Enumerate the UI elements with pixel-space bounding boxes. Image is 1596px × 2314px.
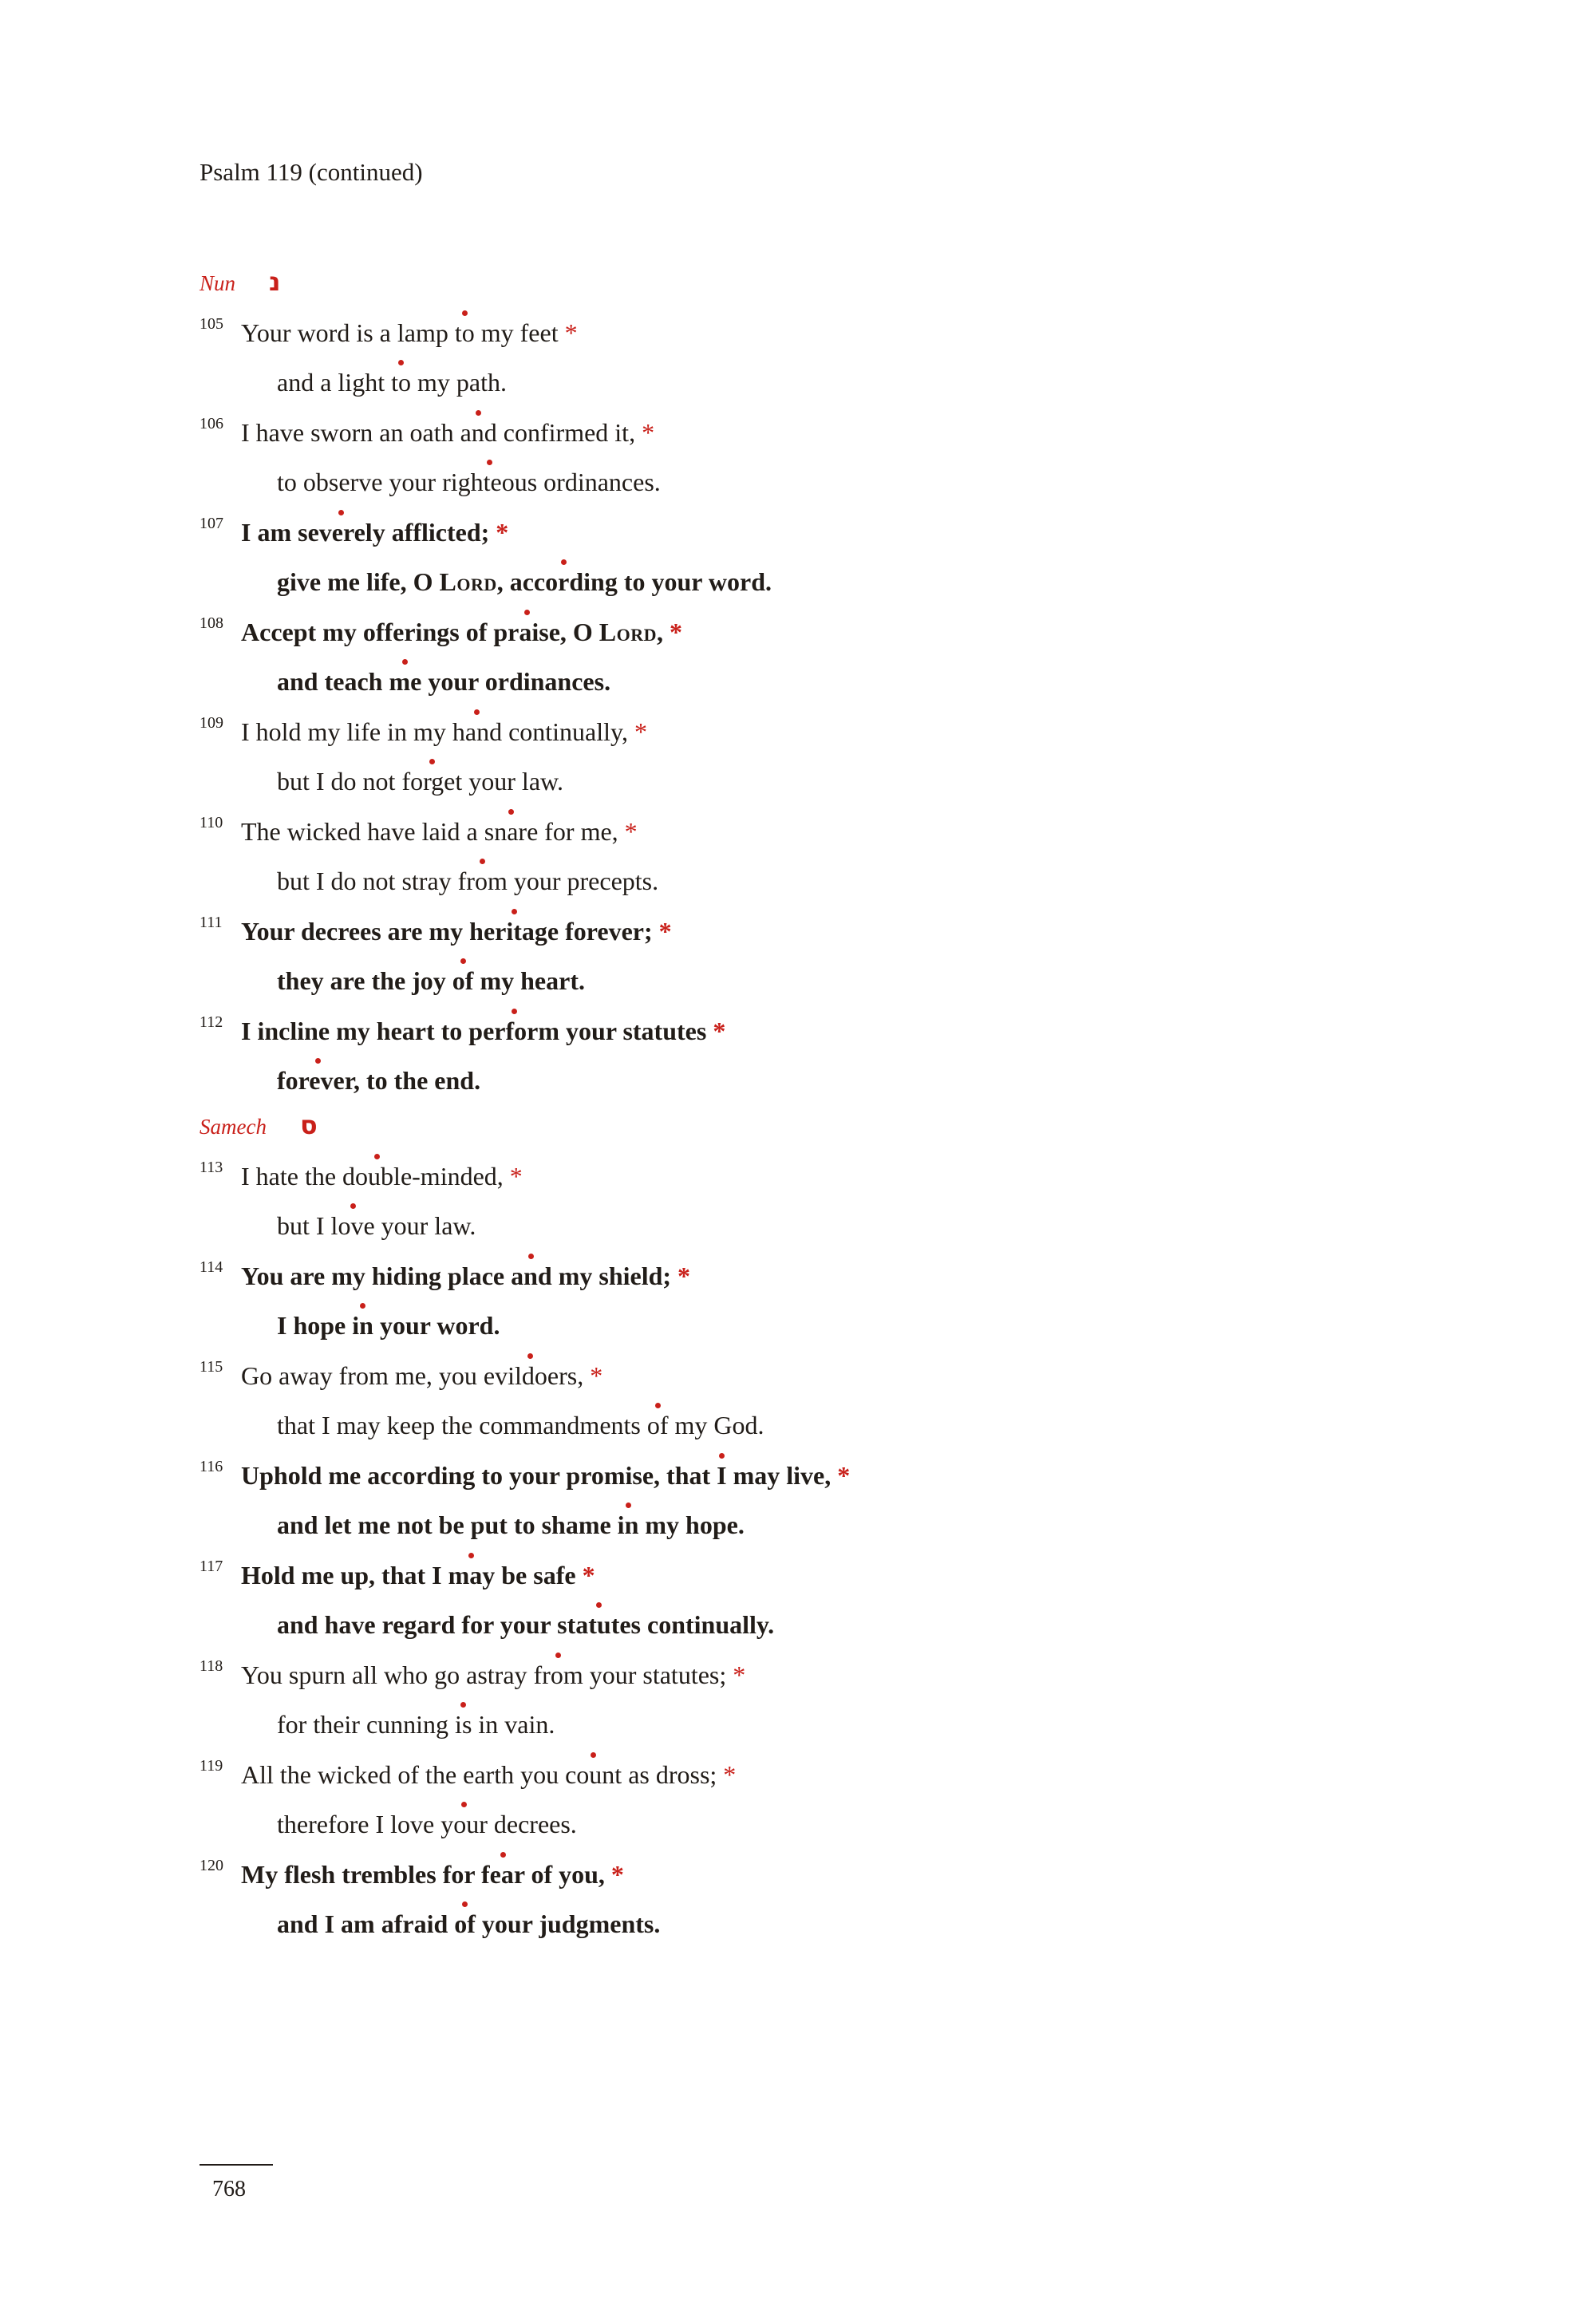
pointing-dot-syllable: fear — [480, 1860, 525, 1889]
verse-number: 115 — [200, 1358, 223, 1376]
asterisk-mark: * — [831, 1461, 851, 1490]
verse-line: but I do not forget your law. — [277, 767, 564, 796]
verse-number: 117 — [200, 1558, 223, 1575]
divine-name-smallcaps: Lord — [439, 567, 497, 596]
pointing-dot-syllable: from — [533, 1660, 583, 1689]
verse-number: 108 — [200, 614, 223, 632]
section-label: Samech — [200, 1115, 267, 1139]
pointing-dot-syllable: love — [330, 1211, 375, 1240]
verse-list — [200, 1151, 1444, 1949]
asterisk-mark: * — [627, 717, 647, 746]
footer-rule — [200, 2164, 273, 2166]
pointing-dot-syllable: in — [617, 1510, 639, 1539]
verse-line: Hold me up, that I may be safe * — [241, 1561, 595, 1589]
verse-line: I incline my heart to perform your statutes * — [241, 1017, 726, 1045]
pointing-dot-syllable: snare — [484, 817, 539, 846]
verse-line: but I love your law. — [277, 1211, 476, 1240]
verse-line: forever, to the end. — [277, 1066, 481, 1095]
psalm-section — [200, 1110, 1444, 1949]
pointing-dot-syllable: according — [509, 567, 618, 596]
verse-number: 110 — [200, 814, 223, 831]
pointing-dot-syllable: forever, — [277, 1066, 360, 1095]
verse — [200, 1351, 1444, 1450]
pointing-dot-syllable: I — [717, 1461, 727, 1490]
verse — [200, 607, 1444, 706]
pointing-dot-syllable: of — [452, 966, 474, 995]
section-label: Nun — [200, 271, 236, 295]
pointing-dot-syllable: heritage — [469, 917, 559, 946]
verse-line: for their cunning is in vain. — [277, 1710, 555, 1739]
verse-line: I hope in your word. — [277, 1311, 500, 1340]
hebrew-letter: ס — [299, 1110, 318, 1140]
divine-name-smallcaps: Lord — [598, 618, 658, 646]
verse-line: Accept my offerings of praise, O Lord, * — [241, 618, 683, 646]
verse-line: The wicked have laid a snare for me, * — [241, 817, 638, 846]
page-number: 768 — [212, 2177, 246, 2201]
pointing-dot-syllable: to — [391, 368, 411, 397]
verse-number: 119 — [200, 1757, 223, 1775]
verse-line: therefore I love your decrees. — [277, 1810, 577, 1838]
pointing-dot-syllable: and — [511, 1262, 552, 1290]
asterisk-mark: * — [503, 1162, 523, 1191]
pointing-dot-syllable: is — [455, 1710, 472, 1739]
verse — [200, 1750, 1444, 1849]
psalm-section — [200, 267, 1444, 1105]
verse — [200, 1550, 1444, 1649]
asterisk-mark: * — [618, 817, 638, 846]
pointing-dot-syllable: me — [389, 667, 422, 696]
verse — [200, 807, 1444, 906]
asterisk-mark: * — [652, 917, 672, 946]
verse — [200, 1451, 1444, 1550]
verse-number: 120 — [200, 1857, 223, 1874]
verse-line: that I may keep the commandments of my God. — [277, 1411, 764, 1439]
verse-number: 106 — [200, 415, 223, 432]
asterisk-mark: * — [706, 1017, 726, 1045]
page-content — [200, 156, 1444, 1949]
verse — [200, 707, 1444, 806]
verse-line: Go away from me, you evildoers, * — [241, 1361, 603, 1390]
verse-number: 107 — [200, 515, 223, 532]
verse-line: and I am afraid of your judgments. — [277, 1909, 661, 1938]
verse-number: 105 — [200, 315, 223, 333]
verse — [200, 1650, 1444, 1749]
hebrew-letter: נ — [269, 267, 281, 297]
verse — [200, 1006, 1444, 1105]
pointing-dot-syllable: evildoers — [483, 1361, 578, 1390]
pointing-dot-syllable: hand — [452, 717, 503, 746]
verse-line: and a light to my path. — [277, 368, 507, 397]
pointing-dot-syllable: forget — [401, 767, 463, 796]
verse-line: I hate the double-minded, * — [241, 1162, 523, 1191]
verse — [200, 507, 1444, 606]
asterisk-mark: * — [726, 1660, 746, 1689]
verse-number: 112 — [200, 1013, 223, 1031]
verse — [200, 1151, 1444, 1250]
verse-number: 111 — [200, 914, 223, 931]
psalm-body — [200, 267, 1444, 1949]
pointing-dot-syllable: severely — [298, 518, 385, 547]
page-title: Psalm 119 (continued) — [200, 158, 423, 186]
verse-line: and have regard for your statutes continually. — [277, 1610, 775, 1639]
asterisk-mark: * — [604, 1860, 624, 1889]
pointing-dot-syllable: statutes — [557, 1610, 641, 1639]
verse-line: You are my hiding place and my shield; * — [241, 1262, 691, 1290]
verse-line: and let me not be put to shame in my hope. — [277, 1510, 745, 1539]
asterisk-mark: * — [558, 318, 578, 347]
asterisk-mark: * — [583, 1361, 603, 1390]
pointing-dot-syllable: to — [454, 318, 475, 347]
pointing-dot-syllable: perform — [468, 1017, 560, 1045]
verse-number: 118 — [200, 1657, 223, 1675]
verse-line: Uphold me according to your promise, that I may live, * — [241, 1461, 851, 1490]
pointing-dot-syllable: from — [457, 867, 508, 895]
pointing-dot-syllable: of — [646, 1411, 669, 1439]
verse-line: I am severely afflicted; * — [241, 518, 509, 547]
asterisk-mark: * — [671, 1262, 691, 1290]
asterisk-mark: * — [489, 518, 509, 547]
verse — [200, 1850, 1444, 1949]
verse-line: You spurn all who go astray from your statutes; * — [241, 1660, 746, 1689]
verse-line: to observe your righteous ordinances. — [277, 468, 661, 496]
pointing-dot-syllable: righteous — [442, 468, 538, 496]
pointing-dot-syllable: and — [460, 418, 497, 447]
section-header — [200, 267, 1444, 297]
verse — [200, 1251, 1444, 1350]
asterisk-mark: * — [717, 1760, 737, 1789]
verse-number: 114 — [200, 1258, 223, 1276]
verse-line: but I do not stray from your precepts. — [277, 867, 659, 895]
verse-number: 113 — [200, 1159, 223, 1176]
verse — [200, 408, 1444, 507]
asterisk-mark: * — [635, 418, 655, 447]
verse-line: and teach me your ordinances. — [277, 667, 611, 696]
section-header — [200, 1110, 1444, 1140]
verse-number: 109 — [200, 714, 223, 732]
pointing-dot-syllable: in — [352, 1311, 373, 1340]
pointing-dot-syllable: of — [454, 1909, 476, 1938]
verse — [200, 308, 1444, 407]
pointing-dot-syllable: praise — [493, 618, 560, 646]
pointing-dot-syllable: count — [565, 1760, 622, 1789]
verse-line: I hold my life in my hand continually, * — [241, 717, 647, 746]
verse-number: 116 — [200, 1458, 223, 1475]
asterisk-mark: * — [663, 618, 683, 646]
verse-line: All the wicked of the earth you count as dross; * — [241, 1760, 737, 1789]
pointing-dot-syllable: your — [440, 1810, 488, 1838]
verse-line: give me life, O Lord, according to your word. — [277, 567, 772, 596]
verse — [200, 906, 1444, 1005]
verse-list — [200, 308, 1444, 1105]
verse-line: My flesh trembles for fear of you, * — [241, 1860, 624, 1889]
pointing-dot-syllable: double — [342, 1162, 413, 1191]
asterisk-mark: * — [575, 1561, 595, 1589]
verse-line: I have sworn an oath and confirmed it, * — [241, 418, 655, 447]
verse-line: Your decrees are my heritage forever; * — [241, 917, 672, 946]
verse-line: they are the joy of my heart. — [277, 966, 585, 995]
verse-line: Your word is a lamp to my feet * — [241, 318, 578, 347]
pointing-dot-syllable: may — [448, 1561, 496, 1589]
